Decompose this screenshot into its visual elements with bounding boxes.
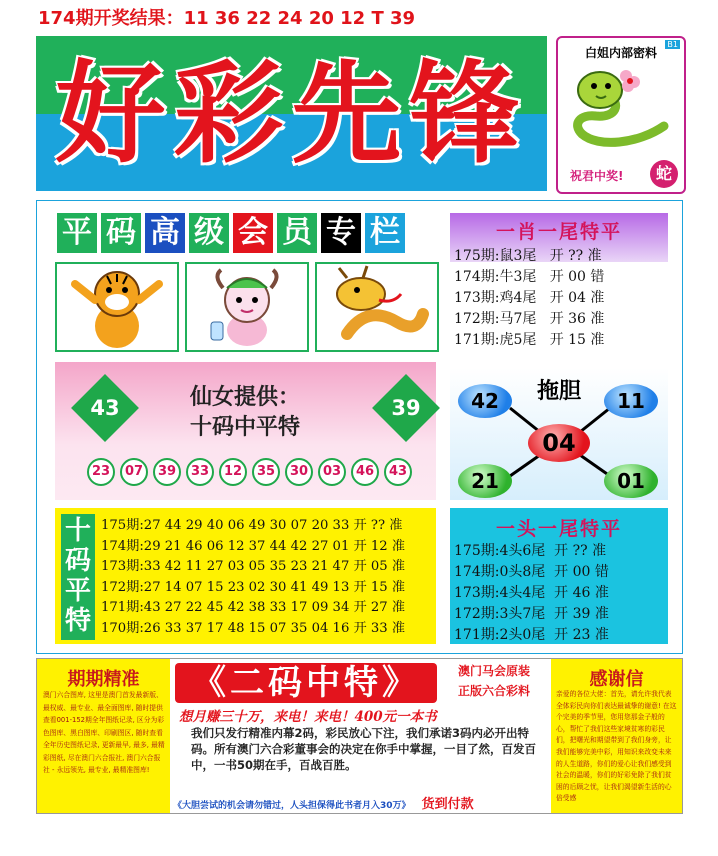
- snake-box-tag: B1: [667, 40, 678, 49]
- tuodan-number-tr: 11: [604, 384, 658, 418]
- panel-title: 感谢信: [589, 669, 644, 690]
- number-ball: 30: [285, 458, 313, 486]
- list-item: 173期:鸡4尾 开 04 准: [454, 290, 605, 306]
- list-item: 174期:牛3尾 开 00 错: [454, 269, 605, 285]
- ad-side-note: [441, 661, 547, 701]
- goat-panel: [185, 262, 309, 352]
- side-char: 码: [64, 546, 91, 576]
- zodiac-badge: 蛇: [650, 160, 678, 188]
- vip-char: 栏: [365, 213, 405, 253]
- list-item: 171期:2头0尾 开 23 准: [454, 627, 609, 643]
- tuodan-number-bl: 21: [458, 464, 512, 498]
- left-diamond-number: 43: [90, 396, 120, 420]
- ten-code-history-panel: [55, 508, 436, 644]
- right-diamond-number: 39: [391, 396, 421, 420]
- bottom-ad-section: [36, 658, 683, 814]
- panel-title: 一头一尾特平: [495, 518, 622, 540]
- list-item: 175期:27 44 29 40 06 49 30 07 20 33 开 ?? 准: [101, 518, 403, 533]
- ad-slogan: 想月赚三十万，来电！来电！400元一本书: [179, 709, 437, 725]
- list-item: 172期:马7尾 开 36 准: [454, 311, 605, 327]
- snake-box-footer: 祝君中奖!: [570, 169, 624, 183]
- dragon-panel: [315, 262, 439, 352]
- title-banner: [36, 36, 547, 191]
- snake-box-heading: 白姐内部密料: [584, 46, 657, 60]
- two-code-title: 《二码中特》: [175, 663, 437, 703]
- number-ball: 23: [87, 458, 115, 486]
- number-ball: 35: [252, 458, 280, 486]
- vip-char: 会: [233, 213, 273, 253]
- tuodan-number-tl: 42: [458, 384, 512, 418]
- ad-paragraph: 我们只发行精准内幕2码，彩民放心下注，我们承诺3码内必开出特码。所有澳门六合彩董事会的决定在你手中掌握，一目了然，百发百中，一书50期在手，百战百胜。: [191, 726, 536, 772]
- list-item: 171期:虎5尾 开 15 准: [454, 332, 605, 348]
- tuodan-panel: [450, 368, 668, 500]
- fairy-ten-code-panel: [55, 362, 436, 500]
- panel-title: 期期精准: [67, 669, 140, 690]
- panel-title: 一肖一尾特平: [495, 221, 622, 243]
- list-item: 174期:29 21 46 06 12 37 44 42 27 01 开 12 准: [101, 538, 406, 554]
- one-head-one-tail-panel: [450, 508, 668, 644]
- lottery-result-header: 174期开奖结果：11 36 22 24 20 12 T 39: [38, 8, 416, 29]
- tuodan-number-br: 01: [604, 464, 658, 498]
- list-item: 175期:鼠3尾 开 ?? 准: [454, 248, 602, 264]
- vip-char: 码: [101, 213, 141, 253]
- snake-icon: [568, 64, 674, 148]
- zodiac-animal-row: [55, 262, 436, 352]
- number-ball-row: [87, 458, 412, 486]
- two-code-ad: [171, 659, 549, 813]
- number-ball: 46: [351, 458, 379, 486]
- panel-text: 澳门六合图库, 这里是澳门首发最新版、最权威、最专业、最全面图库, 随时提供查看001-152期全年图纸记录, 区分为彩色图库、黑白图库、印刷图区, 随时查看全年历史图纸记录, 更新最早, 最多, 最精彩图纸, 尽在澳门六合报社, 澳门六合报社 - 永远领先, 最专业, 最精准图库!: [43, 691, 165, 774]
- fairy-line-2: 十码中平特: [189, 414, 300, 440]
- vip-char: 员: [277, 213, 317, 253]
- snake-info-box: [556, 36, 686, 194]
- tiger-panel: [55, 262, 179, 352]
- goat-icon: [187, 264, 307, 350]
- cod-label: 货到付款: [421, 797, 474, 812]
- list-item: 174期:0头8尾 开 00 错: [454, 564, 609, 580]
- note-line: 正版六合彩料: [457, 684, 530, 698]
- side-char: 十: [64, 516, 91, 546]
- tiger-icon: [57, 264, 177, 350]
- tuodan-title: 拖胆: [536, 379, 581, 404]
- thank-you-letter-panel: [551, 659, 682, 813]
- vip-column-title: [57, 213, 405, 253]
- vip-char: 平: [57, 213, 97, 253]
- vip-char: 级: [189, 213, 229, 253]
- tuodan-center-number: 04: [528, 424, 590, 462]
- number-ball: 33: [186, 458, 214, 486]
- list-item: 171期:43 27 22 45 42 38 33 17 09 34 开 27 准: [101, 600, 406, 615]
- number-ball: 07: [120, 458, 148, 486]
- number-ball: 03: [318, 458, 346, 486]
- side-char: 特: [64, 606, 91, 636]
- one-zodiac-one-tail-panel: [450, 213, 668, 353]
- list-item: 172期:3头7尾 开 39 准: [454, 606, 609, 622]
- dragon-icon: [317, 264, 437, 350]
- ad-footer-text: 《大胆尝试的机会请勿错过，人头担保得此书者月入30万》: [173, 801, 411, 811]
- panel-text: 亲爱的各位大佬：首先，请允许我代表全体彩民向你们表达最诚挚的谢意! 在这个完美的季节里，您用您那金子般的心，帮忙了我们这些家境贫寒的彩民们，把曙光和期望带到了我们身旁，让我们能够完美中彩，用知识来改变未来的人生道路，你们的爱心让我们感受到社会的温暖，你们的好彩免除了我们贫困的后顾之忧，让我们渴望新生活的心倍受感: [556, 690, 677, 803]
- list-item: 173期:4头4尾 开 46 准: [454, 585, 609, 601]
- list-item: 175期:4头6尾 开 ?? 准: [454, 543, 607, 559]
- vip-char: 高: [145, 213, 185, 253]
- ad-footer: [173, 793, 549, 812]
- note-line: 澳门马会原装: [457, 664, 530, 678]
- number-ball: 39: [153, 458, 181, 486]
- banner-title: 好彩先锋: [55, 49, 528, 178]
- side-char: 平: [64, 576, 91, 606]
- number-ball: 43: [384, 458, 412, 486]
- list-item: 172期:27 14 07 15 23 02 30 41 49 13 开 15 准: [101, 579, 406, 595]
- list-item: 173期:33 42 11 27 03 05 35 23 21 47 开 05 准: [101, 559, 406, 574]
- number-ball: 12: [219, 458, 247, 486]
- list-item: 170期:26 33 37 17 48 15 07 35 04 16 开 33 准: [101, 620, 406, 636]
- fairy-line-1: 仙女提供：: [189, 384, 300, 410]
- accuracy-panel: [37, 659, 170, 813]
- vip-char: 专: [321, 213, 361, 253]
- ten-code-side-label: [61, 514, 95, 640]
